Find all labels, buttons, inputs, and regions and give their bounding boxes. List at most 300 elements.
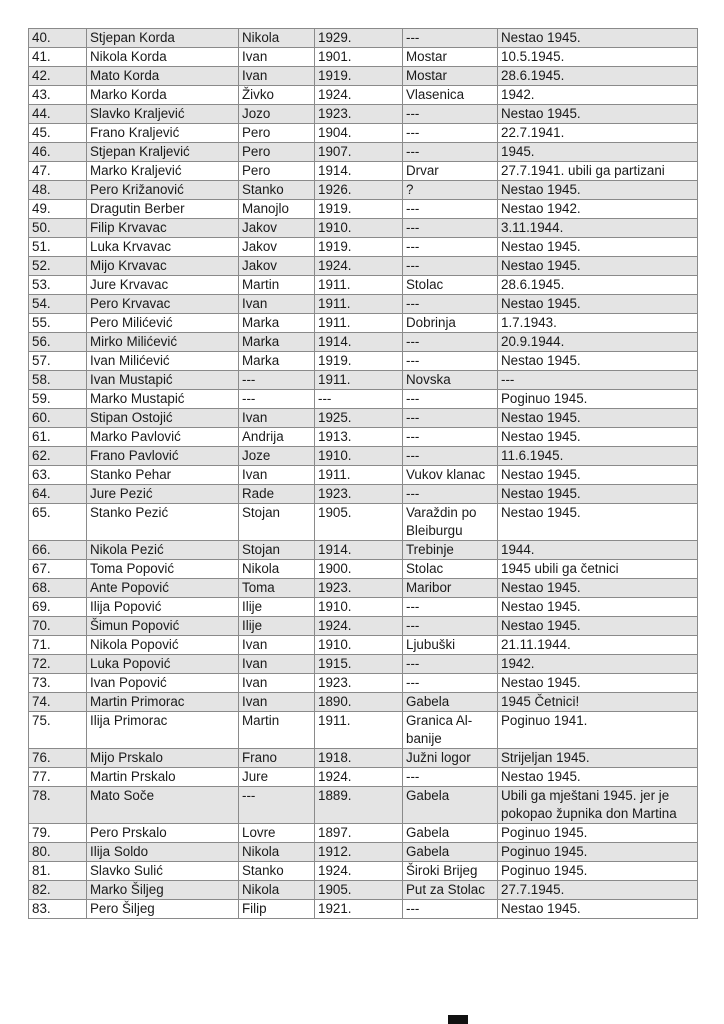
father-name-cell: Ivan [239,655,315,674]
row-number-cell: 79. [29,824,87,843]
place-of-death-cell: --- [403,390,498,409]
row-number-cell: 72. [29,655,87,674]
father-name-cell: Jakov [239,219,315,238]
place-of-death-cell: Novska [403,371,498,390]
name-cell: Toma Popović [87,560,239,579]
row-number-cell: 66. [29,541,87,560]
fate-cell: Poginuo 1945. [498,843,698,862]
fate-cell: 1945 Četnici! [498,693,698,712]
name-cell: Stjepan Korda [87,29,239,48]
name-cell: Pero Šiljeg [87,900,239,919]
father-name-cell: Lovre [239,824,315,843]
name-cell: Slavko Sulić [87,862,239,881]
birth-year-cell: 1919. [315,238,403,257]
fate-cell: Nestao 1945. [498,105,698,124]
birth-year-cell: 1910. [315,598,403,617]
table-row [29,295,698,314]
fate-cell: Poginuo 1945. [498,390,698,409]
name-cell: Dragutin Berber [87,200,239,219]
fate-cell: 27.7.1941. ubili ga partizani [498,162,698,181]
fate-cell: 22.7.1941. [498,124,698,143]
row-number-cell: 48. [29,181,87,200]
father-name-cell: Ivan [239,48,315,67]
father-name-cell: Marka [239,352,315,371]
place-of-death-cell: Južni logor [403,749,498,768]
place-of-death-cell: Mostar [403,48,498,67]
table-row [29,86,698,105]
fate-cell: 3.11.1944. [498,219,698,238]
place-of-death-cell: --- [403,124,498,143]
birth-year-cell: 1910. [315,219,403,238]
father-name-cell: Stojan [239,541,315,560]
table-row [29,181,698,200]
birth-year-cell: 1911. [315,295,403,314]
place-of-death-cell: Gabela [403,843,498,862]
birth-year-cell: 1904. [315,124,403,143]
name-cell: Nikola Popović [87,636,239,655]
row-number-cell: 49. [29,200,87,219]
birth-year-cell: 1912. [315,843,403,862]
father-name-cell: Joze [239,447,315,466]
table-row [29,712,698,749]
name-cell: Luka Popović [87,655,239,674]
father-name-cell: Nikola [239,881,315,900]
fate-cell: 1945. [498,143,698,162]
father-name-cell: Manojlo [239,200,315,219]
father-name-cell: Andrija [239,428,315,447]
birth-year-cell: 1924. [315,86,403,105]
birth-year-cell: 1911. [315,276,403,295]
place-of-death-cell: --- [403,352,498,371]
name-cell: Pero Križanović [87,181,239,200]
father-name-cell: Jozo [239,105,315,124]
table-row [29,105,698,124]
place-of-death-cell: Gabela [403,787,498,824]
father-name-cell: Ilije [239,598,315,617]
birth-year-cell: 1900. [315,560,403,579]
place-of-death-cell: --- [403,768,498,787]
name-cell: Stjepan Kraljević [87,143,239,162]
father-name-cell: Marka [239,333,315,352]
birth-year-cell: 1924. [315,617,403,636]
row-number-cell: 46. [29,143,87,162]
place-of-death-cell: Gabela [403,824,498,843]
birth-year-cell: 1923. [315,105,403,124]
row-number-cell: 44. [29,105,87,124]
name-cell: Stanko Pehar [87,466,239,485]
father-name-cell: Martin [239,712,315,749]
birth-year-cell: 1914. [315,333,403,352]
name-cell: Marko Pavlović [87,428,239,447]
row-number-cell: 41. [29,48,87,67]
birth-year-cell: 1924. [315,862,403,881]
row-number-cell: 64. [29,485,87,504]
father-name-cell: Ivan [239,636,315,655]
table-row [29,560,698,579]
table-row [29,333,698,352]
fate-cell: Nestao 1945. [498,900,698,919]
name-cell: Ilija Primorac [87,712,239,749]
father-name-cell: Martin [239,276,315,295]
fate-cell: Nestao 1945. [498,674,698,693]
table-row [29,466,698,485]
name-cell: Mijo Prskalo [87,749,239,768]
fate-cell: Nestao 1945. [498,768,698,787]
birth-year-cell: 1910. [315,636,403,655]
place-of-death-cell: Maribor [403,579,498,598]
fate-cell: 11.6.1945. [498,447,698,466]
place-of-death-cell: --- [403,428,498,447]
victims-table [28,28,698,919]
place-of-death-cell: --- [403,409,498,428]
row-number-cell: 80. [29,843,87,862]
name-cell: Jure Pezić [87,485,239,504]
fate-cell: Nestao 1945. [498,352,698,371]
father-name-cell: Toma [239,579,315,598]
row-number-cell: 62. [29,447,87,466]
row-number-cell: 70. [29,617,87,636]
father-name-cell: Stanko [239,862,315,881]
row-number-cell: 43. [29,86,87,105]
table-row [29,881,698,900]
place-of-death-cell: Dobrinja [403,314,498,333]
row-number-cell: 40. [29,29,87,48]
row-number-cell: 42. [29,67,87,86]
birth-year-cell: --- [315,390,403,409]
birth-year-cell: 1923. [315,485,403,504]
birth-year-cell: 1915. [315,655,403,674]
table-body [29,29,698,919]
table-row [29,276,698,295]
birth-year-cell: 1925. [315,409,403,428]
birth-year-cell: 1926. [315,181,403,200]
page-footer-mark [448,1015,468,1024]
father-name-cell: --- [239,787,315,824]
birth-year-cell: 1905. [315,504,403,541]
row-number-cell: 58. [29,371,87,390]
birth-year-cell: 1923. [315,579,403,598]
birth-year-cell: 1911. [315,371,403,390]
birth-year-cell: 1919. [315,200,403,219]
name-cell: Mijo Krvavac [87,257,239,276]
name-cell: Marko Korda [87,86,239,105]
father-name-cell: Ivan [239,693,315,712]
birth-year-cell: 1924. [315,768,403,787]
table-row [29,29,698,48]
fate-cell: Nestao 1945. [498,428,698,447]
table-row [29,428,698,447]
father-name-cell: Jakov [239,257,315,276]
row-number-cell: 78. [29,787,87,824]
father-name-cell: Živko [239,86,315,105]
fate-cell: Nestao 1945. [498,485,698,504]
table-row [29,787,698,824]
place-of-death-cell: ? [403,181,498,200]
row-number-cell: 51. [29,238,87,257]
table-row [29,541,698,560]
father-name-cell: --- [239,390,315,409]
name-cell: Marko Kraljević [87,162,239,181]
father-name-cell: Ivan [239,466,315,485]
father-name-cell: Ivan [239,674,315,693]
fate-cell: Poginuo 1945. [498,862,698,881]
place-of-death-cell: --- [403,617,498,636]
table-row [29,314,698,333]
fate-cell: Nestao 1945. [498,504,698,541]
fate-cell: 28.6.1945. [498,67,698,86]
place-of-death-cell: Široki Brijeg [403,862,498,881]
name-cell: Luka Krvavac [87,238,239,257]
fate-cell: Nestao 1945. [498,29,698,48]
row-number-cell: 54. [29,295,87,314]
birth-year-cell: 1889. [315,787,403,824]
birth-year-cell: 1919. [315,352,403,371]
father-name-cell: Nikola [239,560,315,579]
place-of-death-cell: --- [403,295,498,314]
place-of-death-cell: Put za Stolac [403,881,498,900]
father-name-cell: Ivan [239,295,315,314]
fate-cell: Nestao 1945. [498,579,698,598]
fate-cell: 1.7.1943. [498,314,698,333]
father-name-cell: Rade [239,485,315,504]
name-cell: Mato Korda [87,67,239,86]
row-number-cell: 73. [29,674,87,693]
place-of-death-cell: --- [403,219,498,238]
birth-year-cell: 1929. [315,29,403,48]
row-number-cell: 67. [29,560,87,579]
place-of-death-cell: --- [403,105,498,124]
place-of-death-cell: --- [403,598,498,617]
father-name-cell: Ivan [239,67,315,86]
row-number-cell: 75. [29,712,87,749]
father-name-cell: Marka [239,314,315,333]
row-number-cell: 52. [29,257,87,276]
name-cell: Stipan Ostojić [87,409,239,428]
birth-year-cell: 1897. [315,824,403,843]
father-name-cell: Frano [239,749,315,768]
table-row [29,485,698,504]
row-number-cell: 83. [29,900,87,919]
name-cell: Frano Pavlović [87,447,239,466]
table-row [29,843,698,862]
place-of-death-cell: --- [403,257,498,276]
row-number-cell: 71. [29,636,87,655]
row-number-cell: 74. [29,693,87,712]
table-row [29,447,698,466]
table-row [29,409,698,428]
name-cell: Martin Primorac [87,693,239,712]
birth-year-cell: 1914. [315,162,403,181]
name-cell: Ilija Popović [87,598,239,617]
fate-cell: Strijeljan 1945. [498,749,698,768]
row-number-cell: 61. [29,428,87,447]
fate-cell: Nestao 1945. [498,257,698,276]
name-cell: Ivan Popović [87,674,239,693]
place-of-death-cell: Stolac [403,276,498,295]
place-of-death-cell: Drvar [403,162,498,181]
father-name-cell: Nikola [239,843,315,862]
fate-cell: 28.6.1945. [498,276,698,295]
fate-cell: Ubili ga mještani 1945. jer je pokopao župnika don Martina [498,787,698,824]
birth-year-cell: 1914. [315,541,403,560]
name-cell: Stanko Pezić [87,504,239,541]
fate-cell: Nestao 1945. [498,409,698,428]
birth-year-cell: 1907. [315,143,403,162]
fate-cell: Poginuo 1945. [498,824,698,843]
fate-cell: 1944. [498,541,698,560]
place-of-death-cell: --- [403,333,498,352]
table-row [29,257,698,276]
table-row [29,162,698,181]
birth-year-cell: 1923. [315,674,403,693]
father-name-cell: Stanko [239,181,315,200]
father-name-cell: Pero [239,162,315,181]
name-cell: Pero Krvavac [87,295,239,314]
fate-cell: 10.5.1945. [498,48,698,67]
row-number-cell: 47. [29,162,87,181]
place-of-death-cell: --- [403,900,498,919]
fate-cell: 27.7.1945. [498,881,698,900]
fate-cell: Nestao 1945. [498,181,698,200]
name-cell: Šimun Popović [87,617,239,636]
table-row [29,371,698,390]
name-cell: Pero Milićević [87,314,239,333]
place-of-death-cell: --- [403,655,498,674]
table-row [29,824,698,843]
row-number-cell: 55. [29,314,87,333]
father-name-cell: Stojan [239,504,315,541]
place-of-death-cell: Granica Al-banije [403,712,498,749]
father-name-cell: Jure [239,768,315,787]
name-cell: Nikola Korda [87,48,239,67]
row-number-cell: 59. [29,390,87,409]
table-row [29,768,698,787]
birth-year-cell: 1911. [315,466,403,485]
row-number-cell: 63. [29,466,87,485]
place-of-death-cell: Gabela [403,693,498,712]
table-row [29,504,698,541]
place-of-death-cell: --- [403,29,498,48]
name-cell: Ilija Soldo [87,843,239,862]
name-cell: Marko Mustapić [87,390,239,409]
table-row [29,48,698,67]
name-cell: Pero Prskalo [87,824,239,843]
name-cell: Mirko Milićević [87,333,239,352]
name-cell: Filip Krvavac [87,219,239,238]
row-number-cell: 57. [29,352,87,371]
fate-cell: Nestao 1945. [498,598,698,617]
place-of-death-cell: --- [403,238,498,257]
fate-cell: 20.9.1944. [498,333,698,352]
place-of-death-cell: Mostar [403,67,498,86]
fate-cell: Nestao 1945. [498,617,698,636]
name-cell: Jure Krvavac [87,276,239,295]
row-number-cell: 77. [29,768,87,787]
place-of-death-cell: Ljubuški [403,636,498,655]
place-of-death-cell: --- [403,200,498,219]
birth-year-cell: 1910. [315,447,403,466]
fate-cell: 1945 ubili ga četnici [498,560,698,579]
name-cell: Ivan Mustapić [87,371,239,390]
place-of-death-cell: Varaždin po Bleiburgu [403,504,498,541]
table-row [29,862,698,881]
table-row [29,674,698,693]
birth-year-cell: 1911. [315,314,403,333]
fate-cell: 21.11.1944. [498,636,698,655]
fate-cell: Nestao 1945. [498,238,698,257]
row-number-cell: 82. [29,881,87,900]
place-of-death-cell: --- [403,674,498,693]
place-of-death-cell: --- [403,143,498,162]
name-cell: Frano Kraljević [87,124,239,143]
birth-year-cell: 1918. [315,749,403,768]
birth-year-cell: 1924. [315,257,403,276]
row-number-cell: 65. [29,504,87,541]
table-row [29,636,698,655]
fate-cell: --- [498,371,698,390]
father-name-cell: Ivan [239,409,315,428]
table-row [29,238,698,257]
fate-cell: Nestao 1942. [498,200,698,219]
table-row [29,200,698,219]
name-cell: Martin Prskalo [87,768,239,787]
father-name-cell: --- [239,371,315,390]
table-row [29,219,698,238]
row-number-cell: 68. [29,579,87,598]
fate-cell: 1942. [498,86,698,105]
table-row [29,655,698,674]
place-of-death-cell: Vlasenica [403,86,498,105]
father-name-cell: Pero [239,124,315,143]
fate-cell: 1942. [498,655,698,674]
table-row [29,67,698,86]
name-cell: Marko Šiljeg [87,881,239,900]
place-of-death-cell: Trebinje [403,541,498,560]
table-row [29,579,698,598]
table-row [29,124,698,143]
row-number-cell: 69. [29,598,87,617]
name-cell: Slavko Kraljević [87,105,239,124]
row-number-cell: 45. [29,124,87,143]
table-row [29,352,698,371]
row-number-cell: 60. [29,409,87,428]
fate-cell: Nestao 1945. [498,466,698,485]
fate-cell: Nestao 1945. [498,295,698,314]
birth-year-cell: 1913. [315,428,403,447]
place-of-death-cell: --- [403,485,498,504]
row-number-cell: 81. [29,862,87,881]
row-number-cell: 76. [29,749,87,768]
birth-year-cell: 1911. [315,712,403,749]
name-cell: Nikola Pezić [87,541,239,560]
table-row [29,143,698,162]
father-name-cell: Ilije [239,617,315,636]
fate-cell: Poginuo 1941. [498,712,698,749]
birth-year-cell: 1901. [315,48,403,67]
father-name-cell: Nikola [239,29,315,48]
table-row [29,693,698,712]
birth-year-cell: 1890. [315,693,403,712]
table-row [29,598,698,617]
place-of-death-cell: Stolac [403,560,498,579]
place-of-death-cell: --- [403,447,498,466]
table-row [29,900,698,919]
table-row [29,617,698,636]
row-number-cell: 53. [29,276,87,295]
father-name-cell: Jakov [239,238,315,257]
father-name-cell: Pero [239,143,315,162]
table-row [29,390,698,409]
